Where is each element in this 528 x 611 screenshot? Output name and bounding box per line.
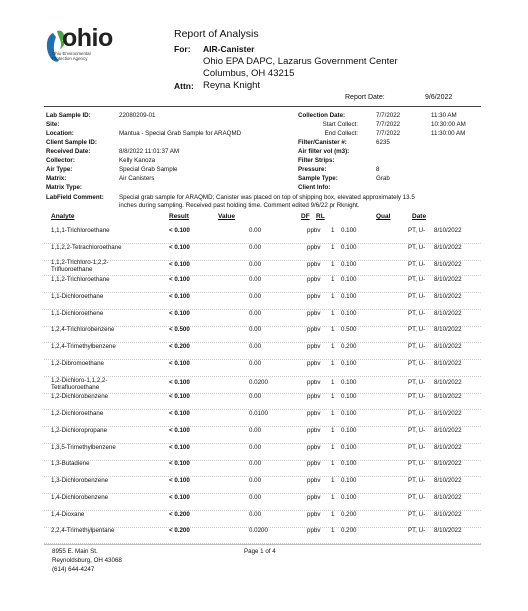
cell-rl: 0.100 [341,309,357,317]
cell-df: 1 [331,292,335,300]
cell-qual: PT, U- [408,460,426,468]
table-row [44,460,481,477]
cell-analyte: 1,2,4-Trimethylbenzene [51,343,116,350]
logo-subtitle-line-2: Protection Agency [52,56,88,61]
cell-qual: PT, U- [408,493,426,501]
cell-value: 0.0200 [249,527,268,535]
cell-rl: 0.100 [341,243,357,251]
cell-qual: PT, U- [408,227,426,234]
cell-units: ppbv [307,309,321,317]
collector: Kelly Kanoza [119,157,156,164]
cell-rl: 0.100 [341,276,357,283]
cell-rl: 0.200 [341,343,357,350]
cell-df: 1 [331,527,335,535]
cell-df: 1 [331,326,335,334]
cell-result: < 0.100 [169,378,190,386]
cell-analyte: 1,2-Dichloro-1,1,2,2-Tetrafluoroethane [51,376,108,391]
cell-df: 1 [331,227,335,234]
cell-analyte: 1,2-Dibromoethane [51,359,104,367]
location-label: Location: [46,130,74,137]
sample-type: Grab [376,175,390,182]
collection-time: 11:30 AM [431,112,457,119]
cell-date: 8/10/2022 [434,276,462,283]
cell-value: 0.0100 [249,410,268,417]
start-collect-label: Start Collect: [322,121,358,128]
cell-result: < 0.200 [169,343,190,350]
cell-value: 0.00 [249,510,262,518]
cell-result: < 0.100 [169,359,190,367]
cell-value: 0.00 [249,309,262,317]
cell-df: 1 [331,477,335,484]
cell-date: 8/10/2022 [434,527,462,535]
cell-value: 0.00 [249,261,262,268]
cell-units: ppbv [307,326,321,334]
col-header-value: Value [218,213,235,220]
cell-date: 8/10/2022 [434,343,462,350]
footer-address-line-1: 8955 E. Main St. [52,548,98,555]
cell-analyte: 1,1-Dichloroethene [51,309,104,317]
cell-rl: 0.100 [341,410,357,417]
col-header-qual: Qual [376,213,391,220]
report-date: 9/6/2022 [425,94,453,101]
cell-analyte: 1,3-Butadiene [51,460,90,468]
cell-qual: PT, U- [408,309,426,317]
cell-value: 0.00 [249,243,262,251]
cell-date: 8/10/2022 [434,378,462,386]
cell-value: 0.00 [249,276,262,283]
filter-canister-label: Filter/Canister #: [298,139,347,146]
cell-result: < 0.100 [169,292,190,300]
cell-qual: PT, U- [408,477,426,484]
address-line-2: Columbus, OH 43215 [203,68,295,79]
cell-result: < 0.200 [169,527,190,535]
table-row [44,393,481,410]
cell-result: < 0.100 [169,261,190,268]
cell-value: 0.0200 [249,378,268,386]
logo-wordmark: ohio [62,24,113,52]
cell-value: 0.00 [249,326,262,334]
cell-qual: PT, U- [408,359,426,367]
collection-date-label: Collection Date: [298,112,346,119]
cell-analyte: 1,2-Dichloropropane [51,426,108,434]
attn-name: Reyna Knight [203,80,261,91]
cell-units: ppbv [307,343,321,350]
col-header-analyte: Analyte [51,213,75,220]
cell-units: ppbv [307,276,321,283]
cell-rl: 0.500 [341,326,357,334]
cell-qual: PT, U- [408,261,426,268]
cell-rl: 0.100 [341,227,357,234]
filter-canister: 6235 [376,139,390,146]
cell-result: < 0.100 [169,276,190,283]
table-row [44,360,481,377]
cell-result: < 0.100 [169,493,190,501]
cell-df: 1 [331,510,335,518]
cell-analyte: 1,3,5-Trimethylbenzene [51,443,116,451]
cell-qual: PT, U- [408,276,426,283]
cell-rl: 0.200 [341,527,357,535]
table-row [44,310,481,327]
cell-value: 0.00 [249,493,262,501]
cell-value: 0.00 [249,460,262,468]
cell-qual: PT, U- [408,243,426,251]
lab-field-comment-line-2: inches during sampling. Received past holding time. Comment edited 9/6/22 pr Rknight. [119,202,360,209]
footer-address-line-2: Reynoldsburg, OH 43068 [52,557,122,564]
cell-units: ppbv [307,359,321,367]
matrix-type-label: Matrix Type: [46,184,82,191]
table-row [44,494,481,511]
cell-analyte: 1,1-Dichloroethane [51,292,104,300]
cell-df: 1 [331,410,335,417]
cell-analyte: 2,2,4-Trimethylpentane [51,527,115,535]
end-collect-label: End Collect: [324,130,358,137]
cell-value: 0.00 [249,227,262,234]
site-label: Site: [46,121,60,128]
cell-value: 0.00 [249,292,262,300]
cell-result: < 0.100 [169,410,190,417]
cell-date: 8/10/2022 [434,309,462,317]
table-row [44,511,481,528]
start-collect-date: 7/7/2022 [376,121,401,128]
cell-df: 1 [331,343,335,350]
cell-date: 8/10/2022 [434,326,462,334]
table-row [44,477,481,494]
cell-df: 1 [331,393,335,401]
cell-value: 0.00 [249,343,262,350]
cell-value: 0.00 [249,393,262,401]
cell-df: 1 [331,261,335,268]
end-collect-time: 11:30:00 AM [431,130,466,137]
cell-result: < 0.100 [169,426,190,434]
cell-result: < 0.100 [169,460,190,468]
cell-analyte: 1,2-Dichlorobenzene [51,393,109,401]
cell-date: 8/10/2022 [434,510,462,518]
cell-units: ppbv [307,243,321,251]
client-sample-id-label: Client Sample ID: [46,139,97,146]
cell-qual: PT, U- [408,343,426,350]
cell-value: 0.00 [249,443,262,451]
cell-qual: PT, U- [408,426,426,434]
cell-value: 0.00 [249,477,262,484]
collector-label: Collector: [46,157,75,164]
lab-sample-id: 22080209-01 [119,112,156,119]
cell-rl: 0.100 [341,261,357,268]
sample-type-label: Sample Type: [298,175,338,182]
col-header-date: Date [412,213,427,220]
cell-analyte: 1,1,2-Trichloro-1,2,2-Trifluoroethane [51,259,109,273]
cell-units: ppbv [307,393,321,401]
pressure: 8 [376,166,380,173]
table-row [44,377,481,394]
table-row [44,427,481,444]
cell-qual: PT, U- [408,378,426,386]
cell-units: ppbv [307,527,321,535]
cell-date: 8/10/2022 [434,477,462,484]
cell-qual: PT, U- [408,527,426,535]
lab-field-comment-line-1: Special grab sample for ARAQMD; Canister was placed on top of shipping box, elevated approximately 13.5 [119,194,415,201]
for-label: For: [174,44,191,54]
cell-rl: 0.100 [341,426,357,434]
cell-rl: 0.100 [341,493,357,501]
cell-units: ppbv [307,493,321,501]
collection-date: 7/7/2022 [376,112,401,119]
cell-result: < 0.100 [169,227,190,234]
cell-rl: 0.100 [341,393,357,401]
col-header-result: Result [169,213,189,220]
header-divider [44,106,481,107]
cell-date: 8/10/2022 [434,493,462,501]
cell-qual: PT, U- [408,393,426,401]
cell-rl: 0.200 [341,510,357,518]
cell-result: < 0.500 [169,326,190,334]
lab-field-comment-label: LabField Comment: [46,194,104,201]
air-filter-vol-label: Air filter vol (m3): [298,148,350,155]
cell-units: ppbv [307,410,321,417]
table-row [44,227,481,244]
table-row [44,527,481,544]
cell-date: 8/10/2022 [434,460,462,468]
cell-analyte: 1,4-Dioxane [51,510,85,518]
cell-qual: PT, U- [408,443,426,451]
cell-units: ppbv [307,426,321,434]
footer-phone: (614) 644-4247 [52,566,95,573]
cell-result: < 0.100 [169,443,190,451]
cell-date: 8/10/2022 [434,292,462,300]
cell-df: 1 [331,359,335,367]
page-number: Page 1 of 4 [244,548,276,555]
cell-rl: 0.100 [341,378,357,386]
client-info-label: Client Info: [298,184,331,191]
cell-date: 8/10/2022 [434,426,462,434]
col-header-rl: RL [316,213,325,220]
location: Mantua - Special Grab Sample for ARAQMD [119,130,242,137]
cell-units: ppbv [307,378,321,386]
footer-divider [44,544,481,545]
cell-rl: 0.100 [341,477,357,484]
cell-analyte: 1,3-Dichlorobenzene [51,477,109,484]
cell-df: 1 [331,443,335,451]
cell-date: 8/10/2022 [434,359,462,367]
cell-result: < 0.100 [169,393,190,401]
lab-sample-id-label: Lab Sample ID: [46,112,91,119]
cell-df: 1 [331,378,335,386]
cell-rl: 0.100 [341,292,357,300]
cell-date: 8/10/2022 [434,410,462,417]
cell-result: < 0.100 [169,243,190,251]
cell-df: 1 [331,493,335,501]
table-row [44,276,481,293]
cell-df: 1 [331,309,335,317]
received-date: 8/8/2022 11:01:37 AM [119,148,180,155]
matrix-label: Matrix: [46,175,67,182]
table-row [44,293,481,310]
table-row [44,444,481,461]
report-date-label: Report Date: [345,94,385,101]
cell-analyte: 1,1,2-Trichloroethane [51,276,110,283]
cell-units: ppbv [307,292,321,300]
filter-strips-label: Filter Strips: [298,157,335,164]
logo-subtitle-line-1: Ohio Environmental [52,51,91,56]
cell-analyte: 1,2-Dichloroethane [51,410,104,417]
logo-subtitle [52,51,91,61]
cell-analyte: 1,2,4-Trichlorobenzene [51,326,115,334]
cell-qual: PT, U- [408,510,426,518]
cell-units: ppbv [307,460,321,468]
matrix: Air Canisters [119,175,155,182]
table-row [44,410,481,427]
cell-rl: 0.100 [341,460,357,468]
cell-units: ppbv [307,477,321,484]
cell-value: 0.00 [249,426,262,434]
cell-date: 8/10/2022 [434,393,462,401]
air-type-label: Air Type: [46,166,73,173]
cell-df: 1 [331,460,335,468]
cell-result: < 0.100 [169,477,190,484]
cell-units: ppbv [307,510,321,518]
cell-rl: 0.100 [341,443,357,451]
cell-analyte: 1,1,1-Trichloroethane [51,227,110,234]
start-collect-time: 10:30:00 AM [431,121,466,128]
cell-result: < 0.100 [169,309,190,317]
cell-qual: PT, U- [408,326,426,334]
cell-result: < 0.200 [169,510,190,518]
cell-df: 1 [331,426,335,434]
attn-label: Attn: [174,81,194,91]
cell-units: ppbv [307,227,321,234]
cell-df: 1 [331,243,335,251]
end-collect-date: 7/7/2022 [376,130,401,137]
table-row [44,343,481,360]
cell-units: ppbv [307,261,321,268]
cell-analyte: 1,1,2,2-Tetrachloroethane [51,243,122,251]
received-date-label: Received Date: [46,148,91,155]
col-header-df: DF [301,213,310,220]
table-row [44,326,481,343]
cell-qual: PT, U- [408,292,426,300]
address-line-1: Ohio EPA DAPC, Lazarus Government Center [203,56,398,67]
cell-analyte: 1,4-Dichlorobenzene [51,493,109,501]
cell-date: 8/10/2022 [434,227,462,234]
table-row [44,259,481,276]
air-type: Special Grab Sample [119,166,178,173]
for-name: AIR-Canister [203,44,255,54]
cell-value: 0.00 [249,359,262,367]
pressure-label: Pressure: [298,166,327,173]
report-title: Report of Analysis [174,28,259,40]
cell-date: 8/10/2022 [434,243,462,251]
cell-df: 1 [331,276,335,283]
cell-rl: 0.100 [341,359,357,367]
cell-date: 8/10/2022 [434,443,462,451]
cell-units: ppbv [307,443,321,451]
cell-qual: PT, U- [408,410,426,417]
cell-date: 8/10/2022 [434,261,462,268]
